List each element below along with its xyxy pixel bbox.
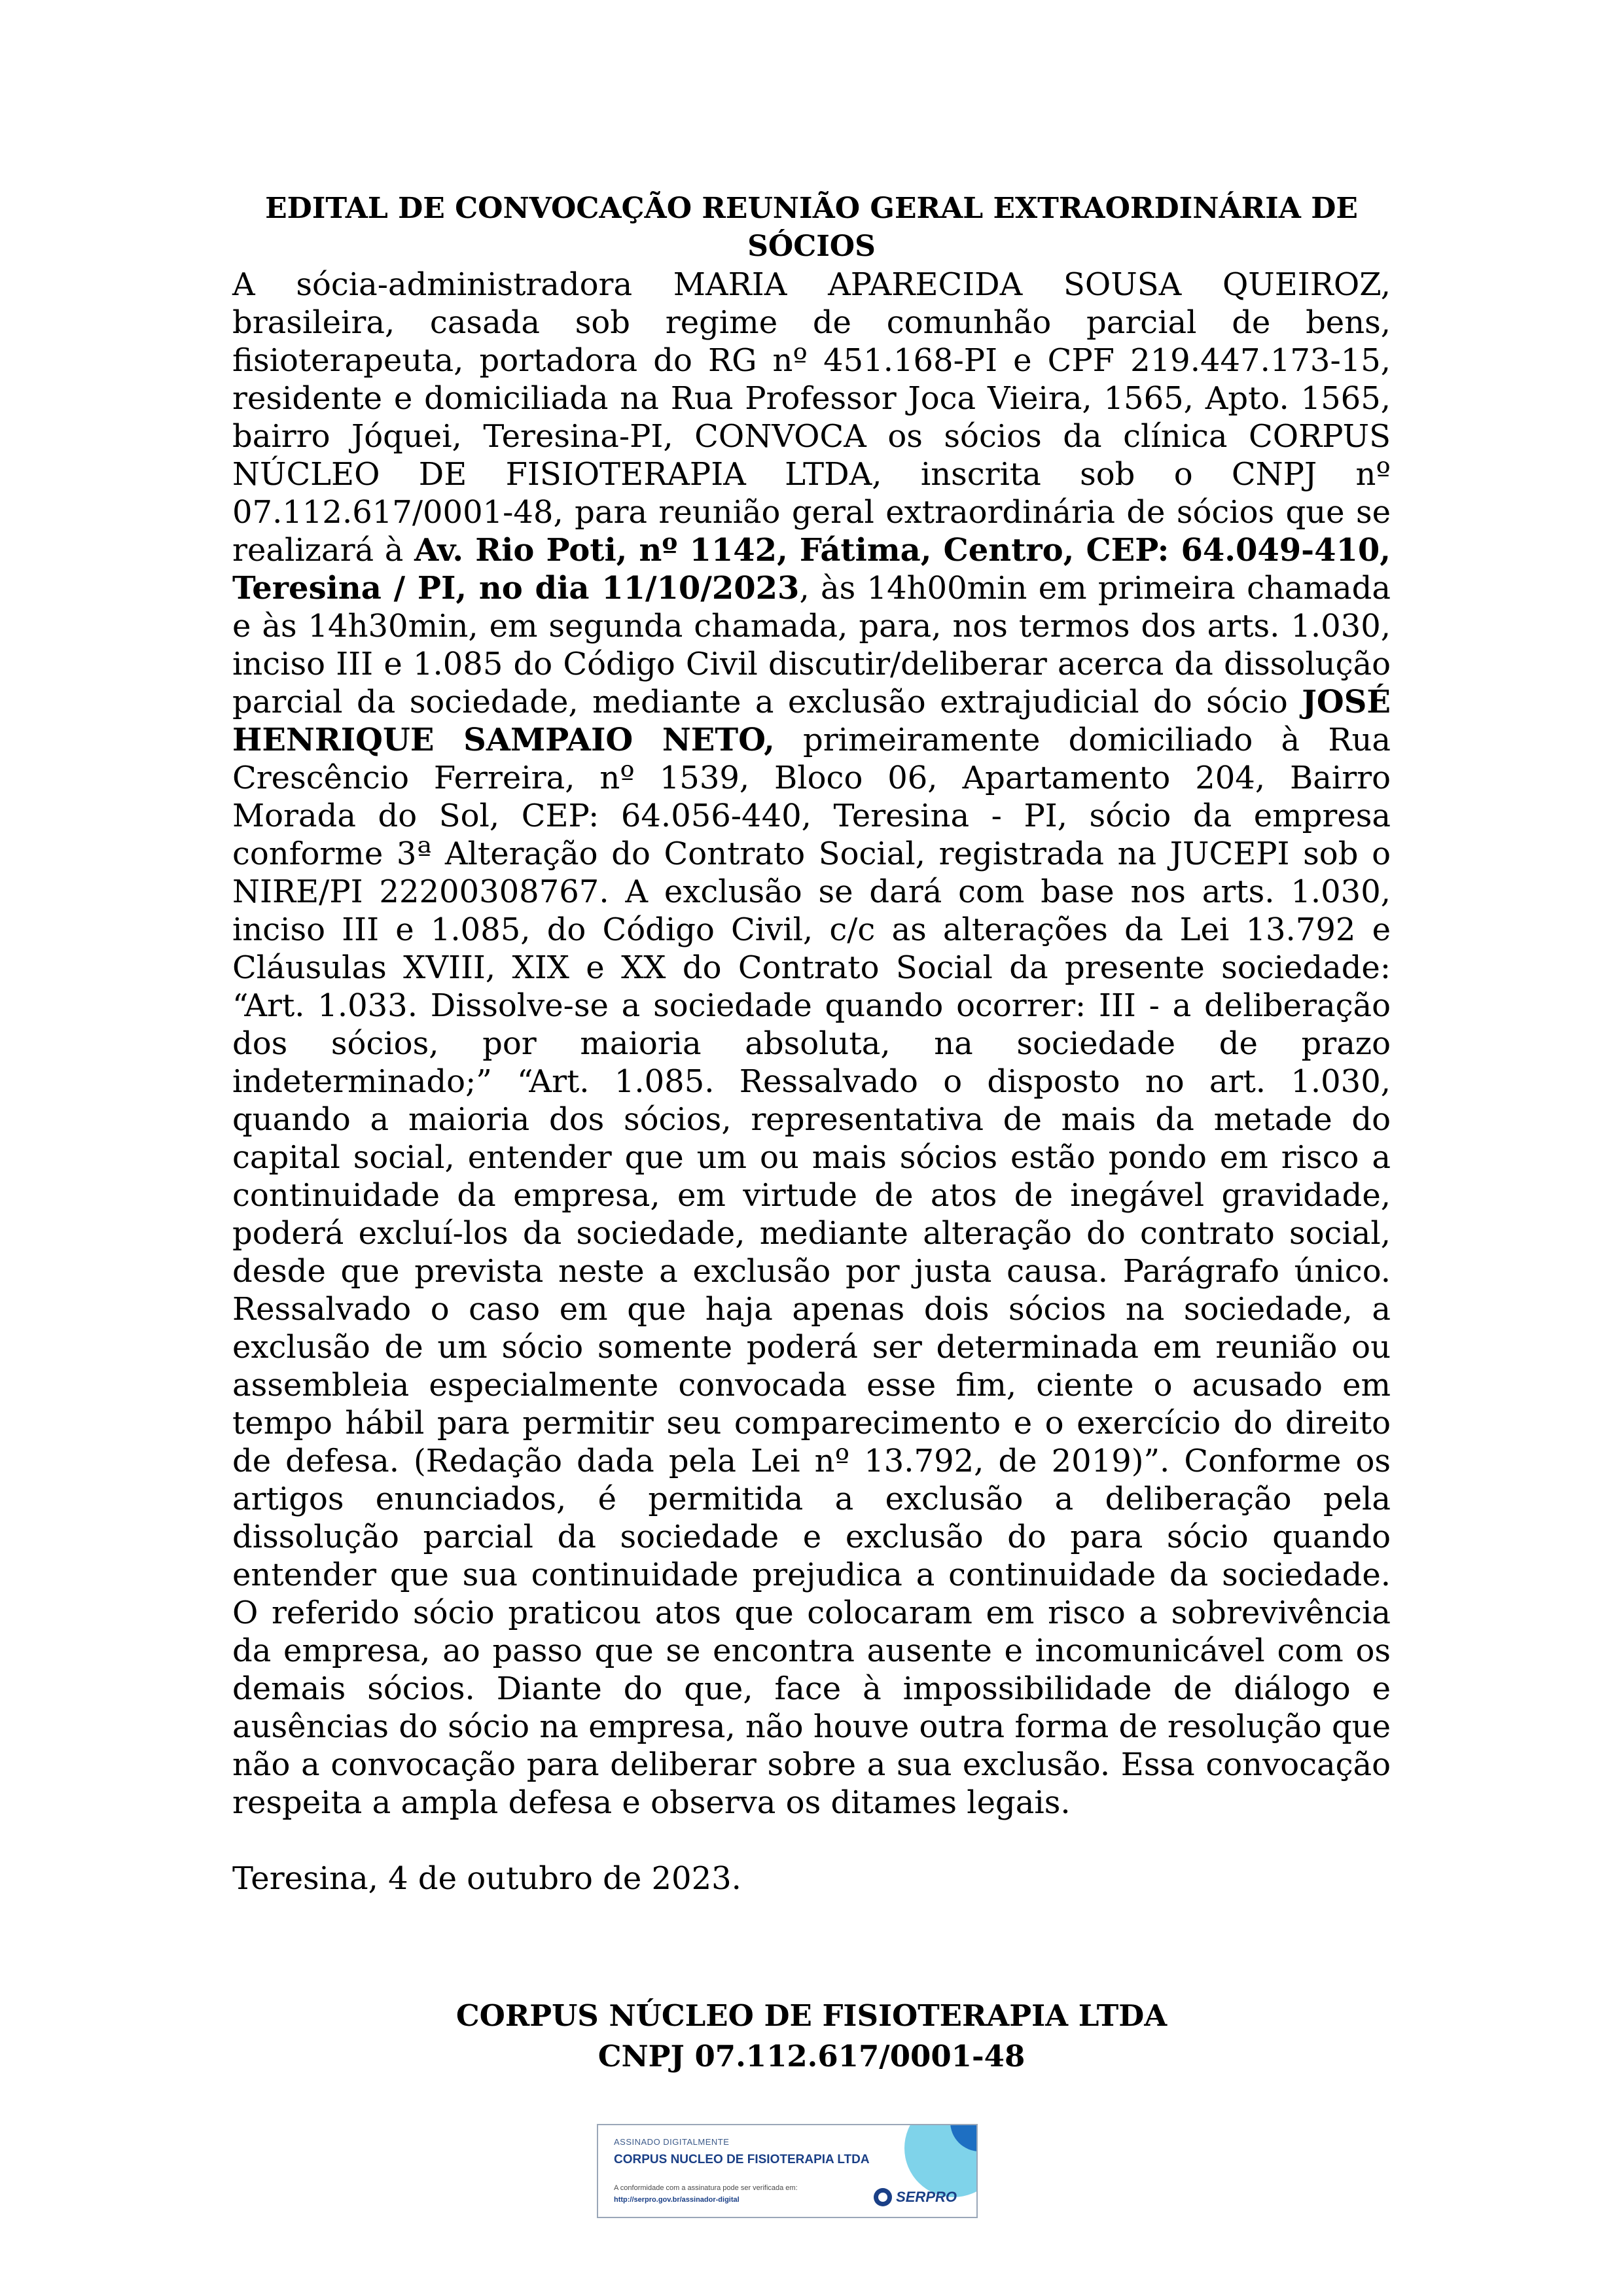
signature-cnpj: CNPJ 07.112.617/0001-48 bbox=[597, 2039, 1026, 2074]
body-text-part-1: A sócia-administradora MARIA APARECIDA SOUSA QUEIROZ, brasileira, casada sob regime de comunhão parcial de bens, fisioterapeuta, portadora do RG nº 451.168-PI e CPF 219.447.173-15, residente e domiciliada na Rua Professor Joca Vieira, 1565, Apto. 1565, bairro Jóquei, Teresina-PI, CONVOCA os sócios da clínica CORPUS NÚCLEO DE FISIOTERAPIA LTDA, inscrita sob o CNPJ nº 07.112.617/0001-48, para reunião geral extraordinária de sócios que se realizará à bbox=[232, 266, 1391, 569]
digital-signature-stamp bbox=[597, 2124, 978, 2218]
serpro-logo-text: SERPRO bbox=[896, 2189, 957, 2205]
signature-block bbox=[232, 1996, 1391, 2077]
excluded-partner-name: JOSÉ HENRIQUE SAMPAIO NETO, bbox=[232, 684, 1391, 758]
date-line: Teresina, 4 de outubro de 2023. bbox=[232, 1860, 741, 1897]
signature-company: CORPUS NÚCLEO DE FISIOTERAPIA LTDA bbox=[455, 1998, 1168, 2033]
document-body bbox=[232, 266, 1391, 1822]
body-text-part-3: primeiramente domiciliado à Rua Crescêncio Ferreira, nº 1539, Bloco 06, Apartamento 204, Bairro Morada do Sol, CEP: 64.056-440, Teresina - PI, sócio da empresa conforme 3ª Alteração do Contrato Social, registrada na JUCEPI sob o NIRE/PI 22200308767. A exclusão se dará com base nos arts. 1.030, inciso III e 1.085, do Código Civil, c/c as alterações da Lei 13.792 e Cláusulas XVIII, XIX e XX do Contrato Social da presente sociedade: “Art. 1.033. Dissolve-se a sociedade quando ocorrer: III - a deliberação dos sócios, por maioria absoluta, na sociedade de prazo indeterminado;” “Art. 1.085. Ressalvado o disposto no art. 1.030, quando a maioria dos sócios, representativa de mais da metade do capital social, entender que um ou mais sócios estão pondo em risco a continuidade da empresa, em virtude de atos de inegável gravidade, poderá excluí-los da sociedade, mediante alteração do contrato social, desde que prevista neste a exclusão por justa causa. Parágrafo único. Ressalvado o caso em que haja apenas dois sócios na sociedade, a exclusão de um sócio somente poderá ser determinada em reunião ou assembleia especialmente convocada esse fim, ciente o acusado em tempo hábil para permitir seu comparecimento e o exercício do direito de defesa. (Redação dada pela Lei nº 13.792, de 2019)”. Conforme os artigos enunciados, é permitida a exclusão a deliberação pela dissolução parcial da sociedade e exclusão do para sócio quando entender que sua continuidade prejudica a continuidade da sociedade. O referido sócio praticou atos que colocaram em risco a sobrevivência da empresa, ao passo que se encontra ausente e incomunicável com os demais sócios. Diante do que, face à impossibilidade de diálogo e ausências do sócio na empresa, não houve outra forma de resolução que não a convocação para deliberar sobre a sua exclusão. Essa convocação respeita a ampla defesa e observa os ditames legais. bbox=[232, 722, 1391, 1821]
serpro-logo-icon bbox=[874, 2188, 892, 2206]
body-text-part-2: , às 14h00min em primeira chamada e às 14h30min, em segunda chamada, para, nos termos dos arts. 1.030, inciso III e 1.085 do Código Civil discutir/deliberar acerca da dissolução parcial da sociedade, mediante a exclusão extrajudicial do sócio bbox=[232, 570, 1391, 720]
stamp-verification-url: http://serpro.gov.br/assinador-digital bbox=[614, 2196, 740, 2204]
stamp-signer-name: CORPUS NUCLEO DE FISIOTERAPIA LTDA bbox=[614, 2153, 870, 2166]
stamp-verification-note: A conformidade com a assinatura pode ser verificada em: bbox=[614, 2184, 798, 2192]
stamp-label: ASSINADO DIGITALMENTE bbox=[614, 2137, 730, 2147]
stamp-decoration bbox=[904, 2124, 978, 2197]
document-title: EDITAL DE CONVOCAÇÃO REUNIÃO GERAL EXTRAORDINÁRIA DE SÓCIOS bbox=[265, 192, 1358, 263]
serpro-logo bbox=[874, 2188, 957, 2206]
meeting-location-date: Av. Rio Poti, nº 1142, Fátima, Centro, CEP: 64.049-410, Teresina / PI, no dia 11/10/2023 bbox=[232, 532, 1391, 607]
document-page bbox=[232, 190, 1391, 2077]
